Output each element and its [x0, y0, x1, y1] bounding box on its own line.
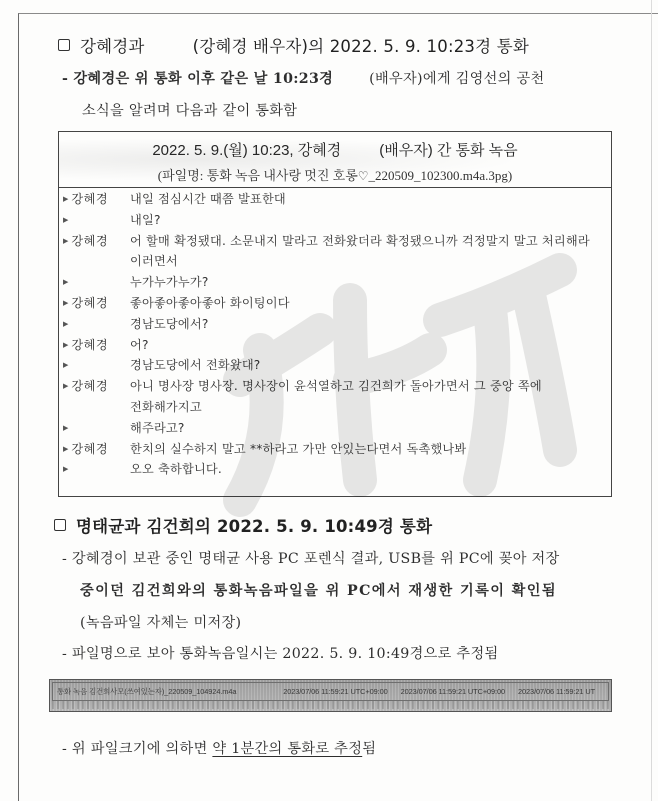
transcript-row — [59, 251, 611, 272]
heading-suffix: (강혜경 배우자)의 2022. 5. 9. 10:23경 통화 — [192, 37, 529, 56]
section-heading-2 — [54, 513, 432, 537]
utterance: 누가누가누가? — [130, 275, 209, 290]
transcript-row — [59, 418, 611, 439]
speaker: 강혜경 — [71, 379, 109, 394]
bullet-text: 중이던 김건희와의 통화녹음파일을 위 PC에서 재생한 기록이 확인됨 — [80, 583, 557, 599]
speaker: 강혜경 — [71, 337, 109, 352]
transcript-rows — [59, 188, 611, 480]
bullet-text: - 강혜경은 위 통화 이후 같은 날 10:23경 — [62, 71, 334, 87]
file-row — [52, 682, 609, 701]
checkbox-icon — [54, 519, 66, 531]
transcript-row — [59, 335, 611, 356]
utterance: 경남도당에서 전화왔대? — [130, 358, 261, 373]
bullet-text: 소식을 알려며 다음과 같이 통화함 — [82, 103, 298, 119]
transcript-filename — [59, 160, 611, 184]
transcript-row — [59, 210, 611, 231]
section1-bullet-line1 — [62, 68, 545, 88]
section1-bullet-line2 — [82, 100, 297, 120]
scan-edge — [651, 0, 652, 801]
utterance: 좋아좋아좋아좋아 화이팅이다 — [130, 295, 290, 310]
bullet-text: - 강혜경이 보관 중인 명태균 사용 PC 포렌식 결과, USB를 위 PC에 꽂아 저장 — [62, 551, 560, 567]
heart-icon: ♡ — [357, 169, 369, 183]
title-text: (배우자) 간 통화 녹음 — [379, 142, 518, 159]
triangle-right-icon: ▶ — [63, 195, 69, 203]
section2-bullet2 — [62, 643, 498, 663]
triangle-right-icon: ▶ — [63, 236, 69, 245]
title-text: 2022. 5. 9.(월) 10:23, 강혜경 — [152, 142, 342, 159]
utterance: 내일? — [130, 212, 161, 227]
triangle-right-icon: ▶ — [63, 465, 69, 474]
file-created-time: 2023/07/06 11:59:21 UTC+09:00 — [283, 687, 388, 696]
bullet-text: - 파일명으로 보아 통화녹음일시는 2022. 5. 9. 10:49경으로 추정됨 — [62, 646, 499, 662]
triangle-right-icon: ▶ — [63, 319, 69, 328]
checkbox-icon — [58, 39, 70, 51]
bullet-text: (배우자)에게 김영선의 공천 — [369, 71, 545, 87]
file-row-blurred — [52, 701, 609, 709]
triangle-right-icon: ▶ — [63, 340, 69, 349]
section2-bullet1-line1 — [62, 548, 560, 568]
speaker: 강혜경 — [71, 192, 109, 206]
transcript-row — [59, 439, 611, 460]
utterance: 한치의 실수하지 말고 **하라고 가만 안있는다면서 독촉했나봐 — [130, 441, 467, 456]
section2-bullet1-line3 — [80, 612, 241, 632]
heading-text: 명태균과 김건희의 2022. 5. 9. 10:49경 통화 — [76, 517, 433, 536]
filename-text: _220509_102300.m4a.3pg) — [368, 168, 513, 183]
section2-bullet3 — [62, 738, 376, 758]
utterance: 오오 축하합니다. — [130, 462, 222, 477]
transcript-row — [59, 293, 611, 314]
utterance: 경남도당에서? — [130, 316, 209, 331]
transcript-row — [59, 397, 611, 418]
transcript-row — [59, 355, 611, 376]
file-name: 통화 녹음 김건희사모(쓰여있는자)_220509_104924.m4a — [57, 687, 237, 696]
transcript-row — [59, 314, 611, 335]
file-listing-row — [49, 679, 612, 712]
utterance: 어? — [130, 337, 149, 352]
speaker: 강혜경 — [71, 441, 109, 456]
utterance: 아니 명사장 명사장. 명사장이 윤석열하고 김건희가 돌아가면서 그 중앙 쪽에 — [130, 379, 542, 394]
transcript-row — [59, 272, 611, 293]
utterance: 전화해가지고 — [130, 399, 202, 414]
transcript-row — [59, 231, 611, 252]
bullet-text: 됨 — [362, 741, 377, 757]
triangle-right-icon: ▶ — [63, 215, 69, 224]
triangle-right-icon: ▶ — [63, 298, 69, 307]
triangle-right-icon: ▶ — [63, 423, 69, 432]
triangle-right-icon: ▶ — [63, 382, 69, 391]
transcript-title — [59, 132, 611, 160]
file-modified-time: 2023/07/06 11:59:21 UTC+09:00 — [400, 687, 506, 696]
transcript-header — [59, 132, 611, 188]
utterance: 이러면서 — [130, 254, 178, 269]
file-accessed-time: 2023/07/06 11:59:21 UT — [518, 687, 595, 696]
bullet-text: - 위 파일크기에 의하면 — [62, 741, 208, 757]
section-heading-1 — [58, 33, 529, 57]
bullet-text: (녹음파일 자체는 미저장) — [80, 615, 242, 631]
triangle-right-icon: ▶ — [63, 361, 69, 370]
speaker: 강혜경 — [71, 295, 109, 310]
section2-bullet1-line2 — [80, 580, 557, 600]
utterance: 해주라고? — [130, 420, 185, 435]
transcript-box — [58, 131, 612, 497]
filename-text: (파일명: 통화 녹음 내사랑 멋진 호롱 — [157, 168, 358, 183]
transcript-row — [59, 376, 611, 397]
utterance: 어 할매 확정됐대. 소문내지 말라고 전화왔더라 확정됐으니까 걱정말지 말고 처리해라 — [130, 233, 590, 248]
utterance: 내일 점심시간 때쯤 발표한대 — [130, 192, 286, 206]
triangle-right-icon: ▶ — [63, 444, 69, 453]
underlined-text: 약 1분간의 통화로 추정 — [212, 741, 363, 757]
triangle-right-icon: ▶ — [63, 278, 69, 287]
transcript-row — [59, 459, 611, 480]
speaker: 강혜경 — [71, 233, 109, 248]
transcript-row — [59, 189, 611, 210]
heading-prefix: 강혜경과 — [80, 37, 145, 56]
